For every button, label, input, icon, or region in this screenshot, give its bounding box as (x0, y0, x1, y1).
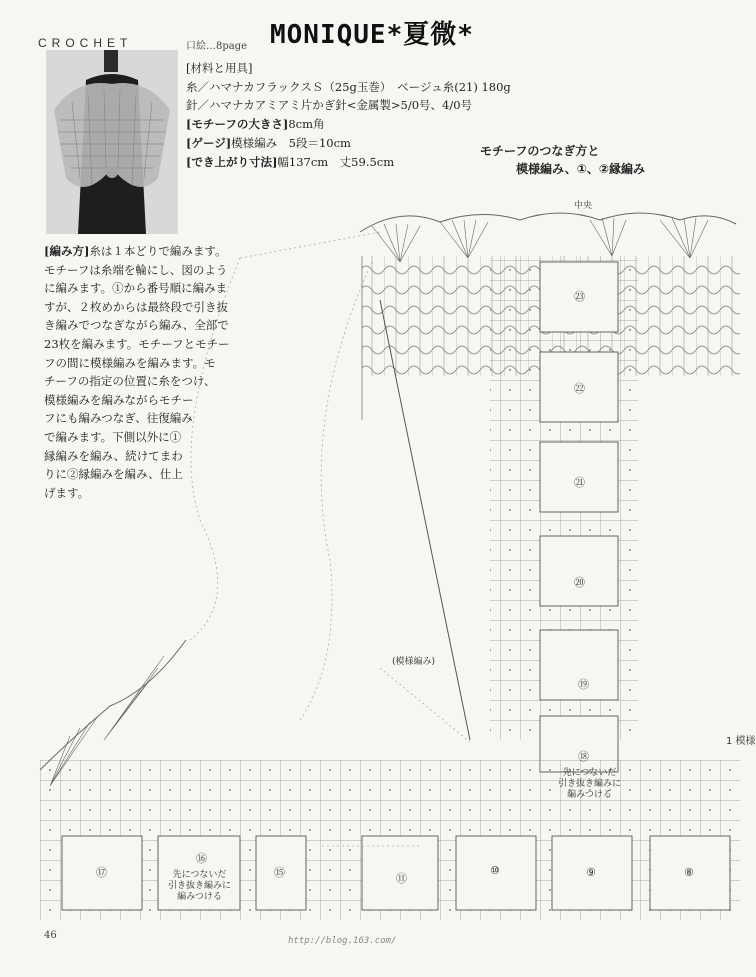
method-line: モチーフは糸端を輪にし、図のよう (44, 262, 228, 277)
repeat-label: 1 模様 (726, 736, 756, 747)
yarn-spec: 糸／ハマナカフラックスＳ（25g玉巻） ベージュ糸(21) 180g (186, 80, 511, 94)
motif-size-label: [モチーフの大きさ] (186, 117, 289, 131)
motif-number: ⑲ (578, 678, 589, 691)
motif-number: ⑯ (196, 852, 207, 865)
join-note-line: 先につないだ (562, 768, 617, 778)
motif-number: ⑮ (274, 866, 285, 879)
source-url: http://blog.163.com/ (288, 936, 397, 946)
needle-spec: 針／ハマナカアミアミ片かぎ針<金属製>5/0号、4/0号 (186, 98, 473, 112)
page-number: 46 (44, 930, 57, 941)
method-line: げます。 (44, 485, 90, 500)
diagram-title-line2: 模様編み、①、②縁編み (516, 162, 646, 176)
join-note-right (558, 768, 621, 801)
section-label-crochet: CROCHET (38, 36, 133, 50)
join-note-line: 引き抜き編みに (558, 779, 622, 789)
method-line: に編みます。①から番号順に編みま (44, 281, 228, 296)
pattern-label: (模様編み) (392, 657, 436, 667)
motif-number: ㉓ (574, 290, 585, 303)
motif-number: ㉑ (574, 476, 585, 489)
motif-size-value: 8cm角 (288, 117, 325, 131)
method-line: 糸は１本どりで編みます。 (89, 244, 227, 258)
finished-size-value: 幅137cm 丈59.5cm (277, 155, 395, 169)
motif-number: ㉒ (574, 382, 585, 395)
motif-number: ⑧ (684, 866, 694, 879)
motif-number: ⑰ (96, 866, 107, 879)
method-line: すが、２枚めからは最終段で引き抜 (44, 299, 228, 314)
method-label: [編み方] (44, 244, 90, 258)
method-line: で編みます。下側以外に① (44, 429, 182, 444)
method-line: 模様編みを編みながらモチー (44, 392, 194, 407)
join-note-line: 編みつける (177, 892, 222, 902)
top-fan-edging (360, 213, 736, 262)
watermark-title: MONIQUE*夏微* (270, 20, 474, 50)
join-note-line: 先につないだ (172, 870, 227, 880)
motif-number: ⑳ (574, 576, 585, 589)
method-line: フの間に模様編みを編みます。モ (44, 355, 216, 370)
gauge-label: [ゲージ] (186, 136, 232, 150)
diagram-title-line1: モチーフのつなぎ方と (480, 144, 600, 158)
method-line: チーフの指定の位置に糸をつけ、 (44, 374, 216, 389)
join-note-left (168, 870, 231, 903)
join-note-line: 引き抜き編みに (168, 881, 232, 891)
materials-label: [材料と用具] (186, 61, 253, 75)
method-line: 縁編みを編み、続けてまわ (44, 448, 183, 463)
motif-number: ⑨ (586, 866, 596, 879)
gauge-value: 模様編み 5段＝10cm (231, 136, 351, 150)
method-line: 23枚を編みます。モチーフとモチー (44, 336, 230, 351)
finished-size-label: [でき上がり寸法] (186, 155, 278, 169)
join-note-line: 編みつける (567, 790, 612, 800)
method-line: フにも編みつなぎ、往復編み (44, 411, 193, 426)
method-line: き編みでつなぎながら編み、全部で (44, 318, 229, 333)
motif-number: ⑩ (490, 864, 500, 877)
center-label: 中央 (574, 201, 593, 211)
motif-number: ⑪ (396, 872, 407, 885)
method-line: りに②縁編みを編み、仕上 (44, 467, 183, 482)
motif-number: ⑱ (578, 750, 589, 763)
page-reference: 口絵…8page (186, 41, 248, 52)
